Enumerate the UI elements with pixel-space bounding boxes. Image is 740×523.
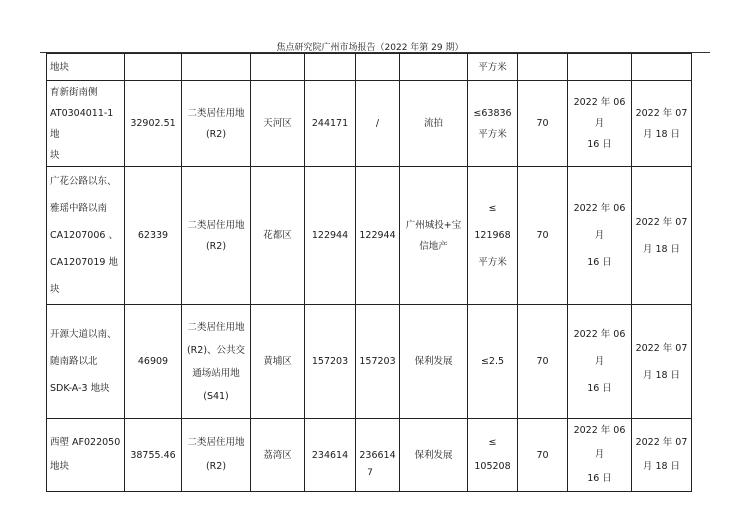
cell-district: 花都区 (251, 167, 305, 305)
cell-building-area: 244171 (305, 81, 356, 167)
cell-winner: 广州城投+宝 信地产 (400, 167, 468, 305)
cell-winner: 流拍 (400, 81, 468, 167)
land-auction-table (46, 53, 692, 492)
cell-winner: 保利发展 (400, 419, 468, 492)
cell-land-use: 二类居住用地 (R2) (182, 419, 251, 492)
cell-land-area: 46909 (125, 305, 182, 419)
report-header: 焦点研究院广州市场报告（2022 年第 29 期） (276, 43, 464, 53)
cell-parcel-name: 育新街南侧 AT0304011-1地 块 (47, 81, 125, 167)
cell-years: 70 (518, 305, 568, 419)
cell-building-area: 234614 (305, 419, 356, 492)
cell-end-date: 2022 年 07 月 18 日 (632, 305, 692, 419)
cell-building-area: 157203 (305, 305, 356, 419)
cell-col6: 236614 (356, 419, 400, 492)
cell-years: 70 (518, 419, 568, 492)
cell-col6: / (356, 81, 400, 167)
cell-start-date: 2022 年 06 月 16 日 (568, 81, 632, 167)
table-row (47, 419, 692, 492)
cell-land-use: 二类居住用地 (R2) (182, 167, 251, 305)
cell-land-use: 二类居住用地 (R2) (182, 81, 251, 167)
table-row (47, 167, 692, 305)
cell-limit: ≤2.5 (468, 305, 518, 419)
table-row (47, 305, 692, 419)
cell-end-date: 2022 年 07 月 18 日 (632, 419, 692, 492)
cell-start-date: 2022 年 06 月 16 日 (568, 305, 632, 419)
cell-start-date: 2022 年 06 月 16 日 (568, 419, 632, 492)
cell-land-area: 38755.46 (125, 419, 182, 492)
cell-parcel-name: 广花公路以东、 雅瑶中路以南 CA1207006 、 CA1207019 地 块 (47, 167, 125, 305)
cell-years: 70 (518, 167, 568, 305)
cell-land-area: 32902.51 (125, 81, 182, 167)
cell-district: 天河区 (251, 81, 305, 167)
table-row-continued (47, 54, 692, 81)
cell-start-date: 2022 年 06 月 16 日 (568, 167, 632, 305)
cell-limit: 平方米 (468, 54, 518, 81)
cell-district: 黄埔区 (251, 305, 305, 419)
cell-district: 荔湾区 (251, 419, 305, 492)
cell-limit: ≤ 121968 平方米 (468, 167, 518, 305)
table-row (47, 81, 692, 167)
cell-winner: 保利发展 (400, 305, 468, 419)
cell-col6: 157203 (356, 305, 400, 419)
cell-land-area: 62339 (125, 167, 182, 305)
cell-building-area: 122944 (305, 167, 356, 305)
cell-years: 70 (518, 81, 568, 167)
page-number: 7 (367, 468, 373, 478)
cell-end-date: 2022 年 07 月 18 日 (632, 81, 692, 167)
cell-parcel-name: 西塱 AF022050 地块 (47, 419, 125, 492)
cell-limit: ≤ 105208 (468, 419, 518, 492)
cell-end-date: 2022 年 07 月 18 日 (632, 167, 692, 305)
cell-parcel-name: 地块 (47, 54, 125, 81)
cell-limit: ≤63836 平方米 (468, 81, 518, 167)
cell-land-use: 二类居住用地 (R2)、公共交 通场站用地 (S41) (182, 305, 251, 419)
cell-parcel-name: 开源大道以南、 随南路以北 SDK-A-3 地块 (47, 305, 125, 419)
cell-col6: 122944 (356, 167, 400, 305)
